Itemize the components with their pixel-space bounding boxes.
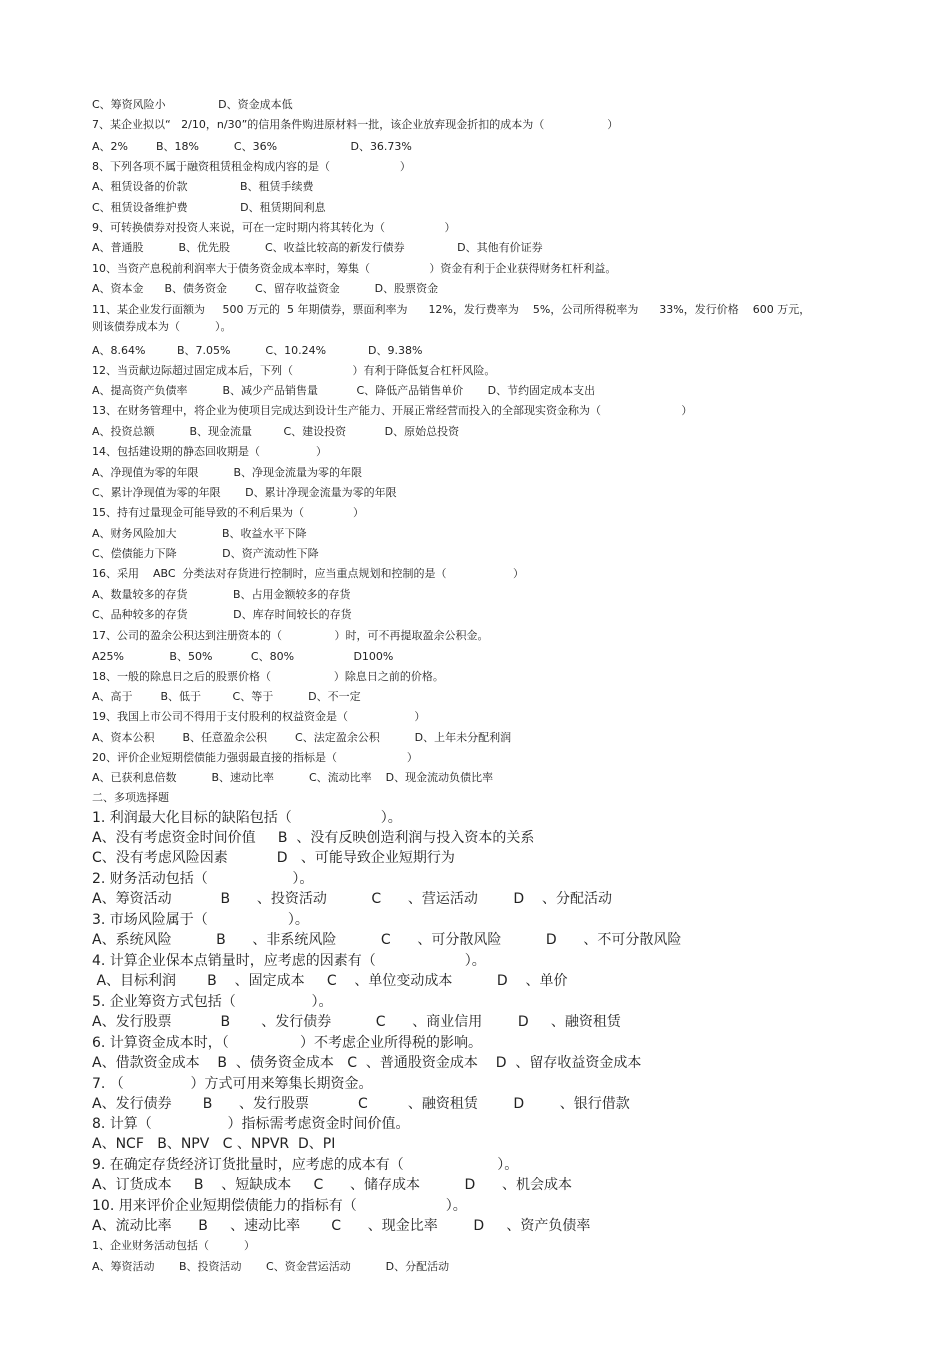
text-line: 4. 计算企业保本点销量时，应考虑的因素有（ ）。 [92, 953, 486, 969]
text-line: A、2% B、18% C、36% D、36.73% [92, 140, 412, 153]
text-line: 16、采用 ABC 分类法对存货进行控制时，应当重点规划和控制的是（ ） [92, 567, 524, 580]
text-line: 11、某企业发行面额为 500 万元的 5 年期债券，票面利率为 12%，发行费率为 5%，公司所得税率为 33%，发行价格 600 万元， [92, 303, 811, 316]
text-line: A、普通股 B、优先股 C、收益比较高的新发行债券 D、其他有价证券 [92, 241, 543, 254]
text-line: 则该债券成本为（ ）。 [92, 320, 232, 333]
text-line: C、租赁设备维护费 D、租赁期间利息 [92, 201, 326, 214]
text-line: 17、公司的盈余公积达到注册资本的（ ）时，可不再提取盈余公积金。 [92, 629, 489, 642]
text-line: 5. 企业筹资方式包括（ ）。 [92, 994, 333, 1010]
text-line: C、筹资风险小 D、资金成本低 [92, 98, 293, 111]
text-line: 8、下列各项不属于融资租赁租金构成内容的是（ ） [92, 160, 411, 173]
text-line: A、已获利息倍数 B、速动比率 C、流动比率 D、现金流动负债比率 [92, 771, 494, 784]
text-line: 9、可转换债券对投资人来说，可在一定时期内将其转化为（ ） [92, 221, 456, 234]
text-line: A、NCF B、NPV C 、NPVR D、PI [92, 1136, 336, 1152]
text-line: 10. 用来评价企业短期偿债能力的指标有（ ）。 [92, 1198, 467, 1214]
text-line: 18、一般的除息日之后的股票价格（ ）除息日之前的价格。 [92, 670, 444, 683]
text-line: 9. 在确定存货经济订货批量时，应考虑的成本有（ ）。 [92, 1157, 519, 1173]
text-line: A、没有考虑资金时间价值 B 、没有反映创造利润与投入资本的关系 [92, 830, 535, 846]
text-line: 8. 计算（ ）指标需考虑资金时间价值。 [92, 1116, 410, 1132]
text-line: 3. 市场风险属于（ ）。 [92, 912, 309, 928]
text-line: 19、我国上市公司不得用于支付股利的权益资金是（ ） [92, 710, 426, 723]
text-line: A、目标利润 B 、固定成本 C 、单位变动成本 D 、单价 [92, 973, 568, 989]
text-line: A、投资总额 B、现金流量 C、建设投资 D、原始总投资 [92, 425, 460, 438]
text-line: C、没有考虑风险因素 D 、可能导致企业短期行为 [92, 850, 455, 866]
text-line: A、筹资活动 B、投资活动 C、资金营运活动 D、分配活动 [92, 1260, 450, 1273]
text-line: C、偿债能力下降 D、资产流动性下降 [92, 547, 319, 560]
text-line: 6. 计算资金成本时，（ ）不考虑企业所得税的影响。 [92, 1035, 483, 1051]
text-line: A、资本公积 B、任意盈余公积 C、法定盈余公积 D、上年未分配利润 [92, 731, 512, 744]
text-line: A、筹资活动 B 、投资活动 C 、营运活动 D 、分配活动 [92, 891, 612, 907]
text-line: A、发行股票 B 、发行债券 C 、商业信用 D 、融资租赁 [92, 1014, 621, 1030]
text-line: A、借款资金成本 B 、债务资金成本 C 、普通股资金成本 D 、留存收益资金成本 [92, 1055, 642, 1071]
text-line: C、累计净现值为零的年限 D、累计净现金流量为零的年限 [92, 486, 397, 499]
text-line: 二、多项选择题 [92, 791, 169, 804]
text-line: A、发行债券 B 、发行股票 C 、融资租赁 D 、银行借款 [92, 1096, 630, 1112]
text-line: 1、企业财务活动包括（ ） [92, 1239, 255, 1252]
text-line: 15、持有过量现金可能导致的不利后果为（ ） [92, 506, 364, 519]
text-line: A25% B、50% C、80% D100% [92, 650, 394, 663]
text-line: 13、在财务管理中，将企业为使项目完成达到设计生产能力、开展正常经营而投入的全部现实资金称为（ ） [92, 404, 693, 417]
text-line: A、订货成本 B 、短缺成本 C 、储存成本 D 、机会成本 [92, 1177, 572, 1193]
text-line: 10、当资产息税前利润率大于债务资金成本率时，筹集（ ）资金有利于企业获得财务杠杆利益。 [92, 262, 617, 275]
text-line: C、品种较多的存货 D、库存时间较长的存货 [92, 608, 352, 621]
text-line: A、数量较多的存货 B、占用金额较多的存货 [92, 588, 351, 601]
text-line: 1. 利润最大化目标的缺陷包括（ ）。 [92, 810, 402, 826]
text-line: A、高于 B、低于 C、等于 D、不一定 [92, 690, 361, 703]
text-line: 7、某企业拟以“ 2/10，n/30”的信用条件购进原材料一批，该企业放弃现金折扣的成本为（ ） [92, 118, 619, 131]
text-line: 14、包括建设期的静态回收期是（ ） [92, 445, 327, 458]
text-line: 7. （ ）方式可用来筹集长期资金。 [92, 1076, 373, 1092]
text-line: A、财务风险加大 B、收益水平下降 [92, 527, 307, 540]
text-line: A、净现值为零的年限 B、净现金流量为零的年限 [92, 466, 363, 479]
text-line: A、系统风险 B 、非系统风险 C 、可分散风险 D 、不可分散风险 [92, 932, 682, 948]
text-line: A、流动比率 B 、速动比率 C 、现金比率 D 、资产负债率 [92, 1218, 591, 1234]
text-line: A、租赁设备的价款 B、租赁手续费 [92, 180, 314, 193]
text-line: 20、评价企业短期偿债能力强弱最直接的指标是（ ） [92, 751, 418, 764]
text-line: A、8.64% B、7.05% C、10.24% D、9.38% [92, 344, 423, 357]
text-line: A、资本金 B、债务资金 C、留存收益资金 D、股票资金 [92, 282, 439, 295]
text-line: A、提高资产负债率 B、减少产品销售量 C、降低产品销售单价 D、节约固定成本支出 [92, 384, 596, 397]
text-line: 12、当贡献边际超过固定成本后，下列（ ）有利于降低复合杠杆风险。 [92, 364, 496, 377]
text-line: 2. 财务活动包括（ ）。 [92, 871, 314, 887]
